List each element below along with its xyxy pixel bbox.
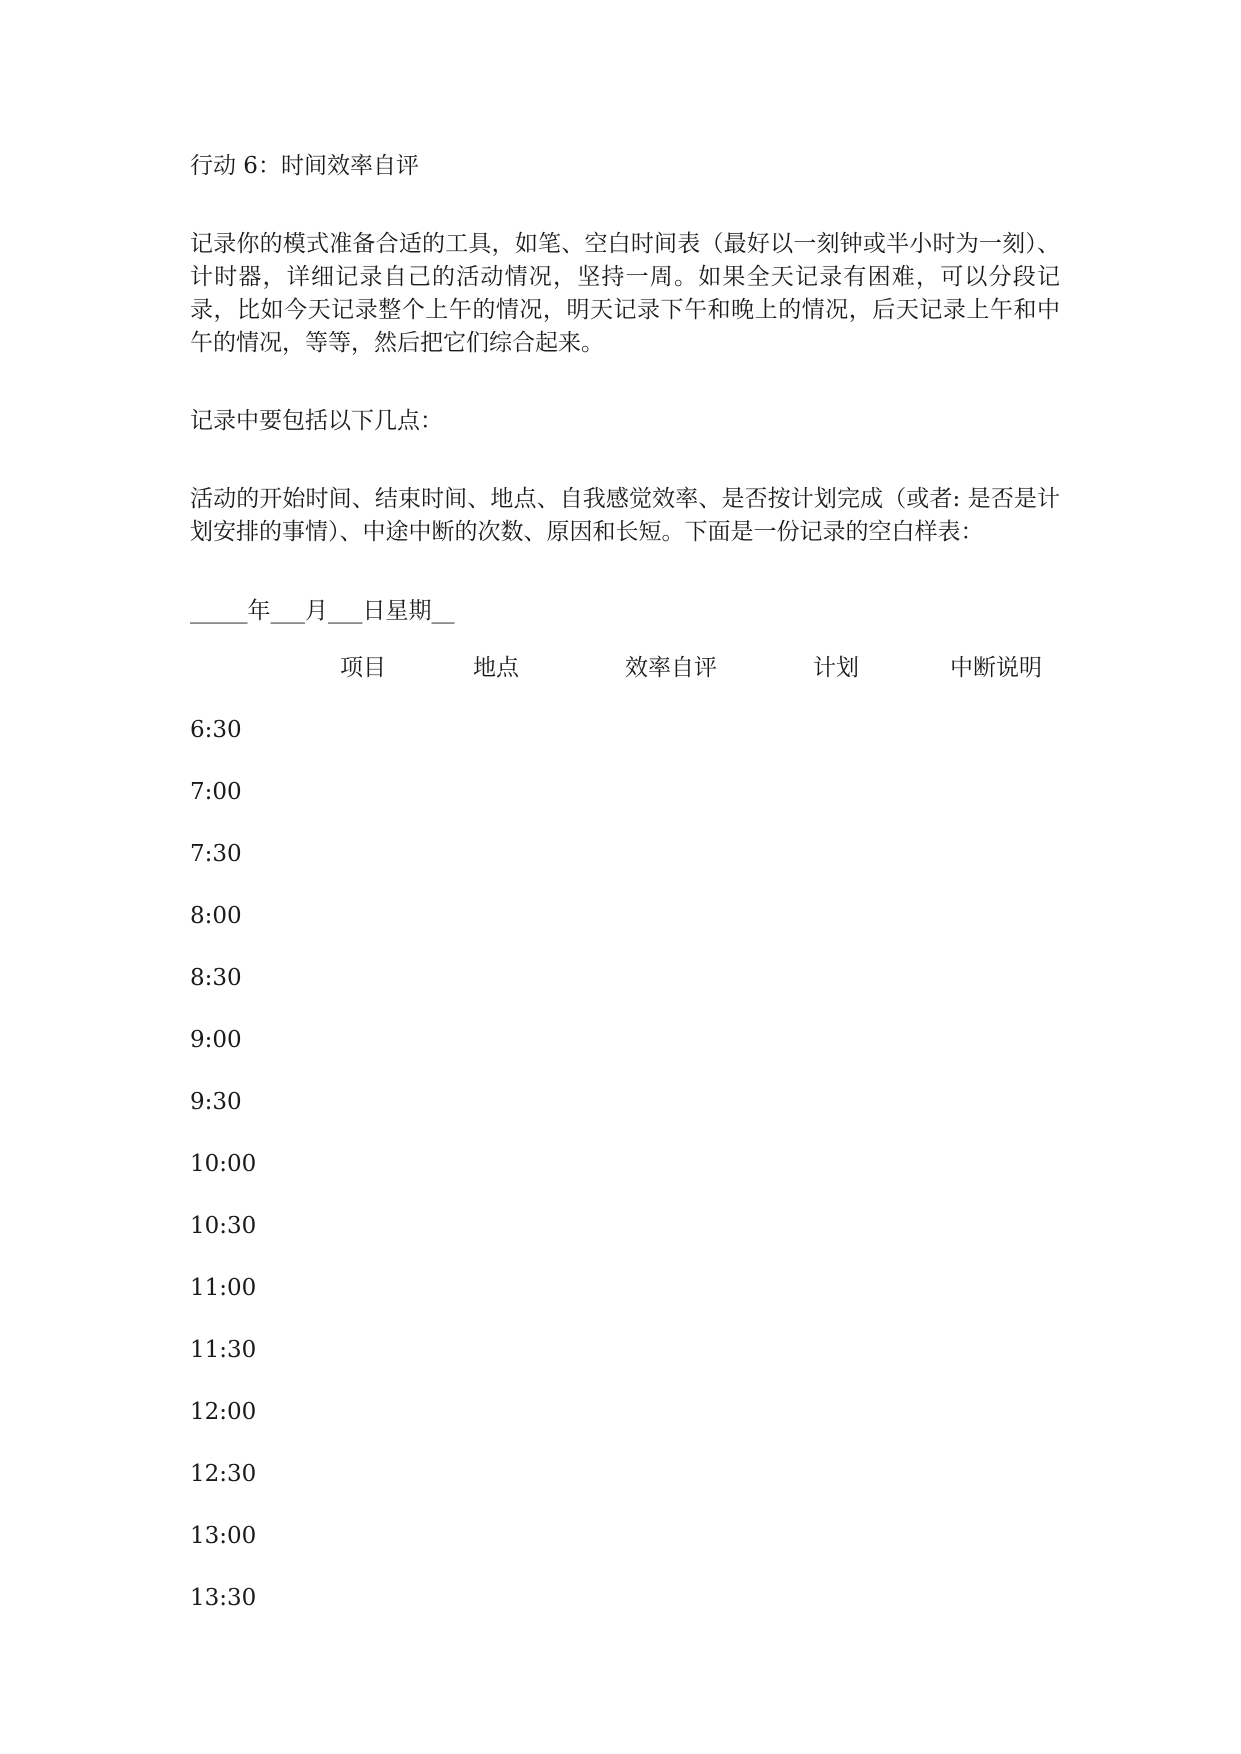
- header-location: 地点: [473, 655, 519, 681]
- time-row: 9:00: [190, 1027, 242, 1053]
- time-row: 11:30: [190, 1337, 257, 1363]
- record-points-heading: 记录中要包括以下几点：: [190, 408, 443, 434]
- time-row: 12:00: [190, 1399, 257, 1425]
- time-row: 13:30: [190, 1585, 257, 1611]
- time-row: 9:30: [190, 1089, 242, 1115]
- header-item: 项目: [340, 655, 386, 681]
- intro-paragraph: 记录你的模式准备合适的工具，如笔、空白时间表（最好以一刻钟或半小时为一刻）、计时器，详细记录自己的活动情况，坚持一周。如果全天记录有困难，可以分段记录，比如今天记录整个上午的情况，明天记录下午和晚上的情况，后天记录上午和中午的情况，等等，然后把它们综合起来。: [190, 231, 1060, 356]
- time-row: 8:00: [190, 903, 242, 929]
- document-page: [190, 150, 1060, 1611]
- time-row: 7:00: [190, 779, 242, 805]
- time-row: 11:00: [190, 1275, 257, 1301]
- time-row: 8:30: [190, 965, 242, 991]
- time-row: 10:00: [190, 1151, 257, 1177]
- header-interruption: 中断说明: [950, 655, 1042, 681]
- time-row: 6:30: [190, 717, 242, 743]
- header-efficiency: 效率自评: [625, 655, 717, 681]
- date-line: _____年___月___日星期__: [190, 598, 455, 624]
- record-points-paragraph: 活动的开始时间、结束时间、地点、自我感觉效率、是否按计划完成（或者: 是否是计划安排的事情）、中途中断的次数、原因和长短。下面是一份记录的空白样表：: [190, 486, 1060, 545]
- time-record-table: [190, 652, 1060, 1611]
- header-plan: 计划: [813, 655, 859, 681]
- time-row: 13:00: [190, 1523, 257, 1549]
- time-row: 7:30: [190, 841, 242, 867]
- time-row: 12:30: [190, 1461, 257, 1487]
- time-rows: [190, 714, 256, 1644]
- section-title: 行动 6：时间效率自评: [190, 153, 419, 179]
- time-row: 10:30: [190, 1213, 257, 1239]
